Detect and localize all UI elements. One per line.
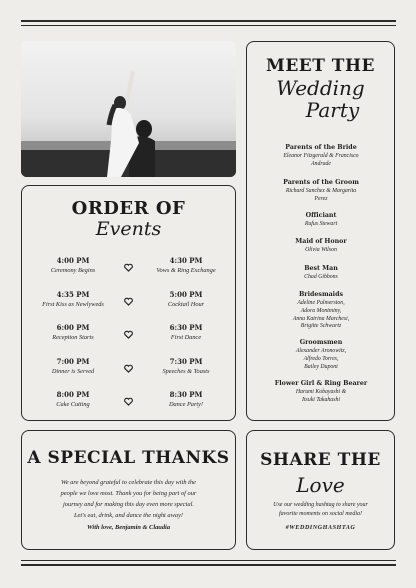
party-role: Parents of the Bride (285, 144, 357, 151)
party-name-line: Perez (314, 195, 328, 202)
order-title-script: Events (95, 218, 162, 240)
party-names (247, 274, 395, 282)
party-group (247, 265, 395, 282)
special-thanks-card (21, 430, 236, 550)
event-name: Reception Starts (52, 334, 94, 341)
party-group (247, 212, 395, 229)
event-right (141, 323, 231, 341)
party-role: Best Man (304, 265, 338, 272)
event-right (141, 357, 231, 375)
event-time: 6:00 PM (56, 323, 90, 332)
party-title-script-1: Wedding (276, 76, 365, 100)
party-role: Flower Girl & Ring Bearer (274, 380, 368, 387)
party-role: Bridesmaids (298, 291, 344, 298)
event-time: 4:35 PM (56, 289, 90, 299)
heart-icon (124, 259, 133, 268)
thanks-message (28, 477, 229, 521)
party-names (247, 153, 395, 169)
party-name-line: Alexander Aronowitz, (295, 348, 347, 354)
event-right (141, 256, 231, 274)
party-role: Maid of Honor (295, 238, 347, 245)
couple-photo (21, 41, 236, 177)
thanks-title: A SPECIAL THANKS (27, 448, 230, 468)
order-title: ORDER OF (71, 198, 186, 219)
couple-silhouette (21, 41, 236, 177)
share-line: favorite moments on social media! (279, 510, 362, 517)
top-rule-thin (21, 25, 396, 26)
heart-icon (124, 326, 133, 335)
top-rule-thick (21, 20, 396, 22)
party-group (247, 144, 395, 169)
event-left (28, 290, 118, 308)
event-name: Cocktail Hour (167, 300, 205, 308)
party-names (247, 300, 395, 331)
share-title: SHARE THE (260, 450, 381, 470)
party-name-line: Anna Katrina Marchesi, (292, 315, 350, 322)
event-name: Dance Party! (168, 401, 204, 408)
party-group (247, 380, 395, 405)
bottom-rule-thick (21, 564, 396, 566)
heart-icon (124, 393, 133, 402)
bottom-rule-thin (21, 560, 396, 561)
event-time: 7:30 PM (169, 356, 203, 366)
thanks-signoff: With love, Benjamin & Claudia (86, 524, 171, 531)
event-time: 8:00 PM (56, 390, 90, 399)
party-names (247, 348, 395, 371)
party-group (247, 238, 395, 255)
hashtag: #WEDDINGHASHTAG (285, 524, 356, 531)
party-title-script-2: Party (305, 98, 360, 122)
event-left (28, 256, 118, 274)
party-name-line: Rufus Stewart (304, 221, 338, 227)
event-right (141, 290, 231, 308)
event-time: 5:00 PM (169, 289, 203, 299)
share-the-love-card (246, 430, 395, 550)
party-names (247, 389, 395, 405)
thanks-line: Let's eat, drink, and dance the night away! (73, 512, 184, 519)
party-group (247, 339, 395, 371)
event-left (28, 323, 118, 341)
event-time: 8:30 PM (169, 390, 203, 399)
party-title: MEET THE (266, 56, 375, 76)
order-of-events-card (21, 185, 236, 421)
event-time: 4:30 PM (169, 256, 203, 265)
event-name: First Dance (170, 334, 202, 341)
party-role: Parents of the Groom (283, 179, 359, 186)
party-name-line: Alfredo Torres, (303, 355, 339, 362)
party-group (247, 179, 395, 204)
event-name: First Kiss as Newlyweds (42, 300, 104, 308)
event-left (28, 357, 118, 375)
thanks-line: journey and for making this day even more special. (63, 501, 194, 508)
party-name-line: Itsuki Takahashi (302, 396, 340, 403)
party-name-line: Eleanor Fitzgerald & Francisco (283, 153, 359, 159)
party-role: Groomsmen (299, 339, 343, 346)
party-name-line: Bailey Dupont (304, 363, 338, 370)
heart-icon (124, 360, 133, 369)
event-time: 4:00 PM (56, 256, 90, 265)
party-name-line: Adeline Palmerston, (297, 300, 345, 306)
party-group (247, 291, 395, 331)
party-name-line: Chad Gibbons (304, 274, 338, 280)
event-left (28, 390, 118, 408)
thanks-line: We are beyond grateful to celebrate this day with the (61, 479, 196, 486)
event-name: Dinner is Served (51, 367, 95, 375)
party-name-line: Adora Montminy, (300, 307, 342, 314)
party-names (247, 221, 395, 229)
party-name-line: Olivia Wilson (305, 247, 337, 253)
party-name-line: Richard Sanchez & Margarita (285, 188, 357, 194)
event-name: Vows & Ring Exchange (156, 267, 216, 274)
thanks-line: people we love most. Thank you for being part of our (60, 490, 197, 497)
share-line: Use our wedding hashtag to share your (273, 502, 368, 508)
party-role: Officiant (305, 212, 337, 219)
event-name: Ceremony Begins (50, 267, 96, 274)
event-name: Cake Cutting (56, 401, 90, 408)
party-names (247, 247, 395, 255)
event-time: 7:00 PM (56, 356, 90, 366)
event-right (141, 390, 231, 408)
party-names (247, 188, 395, 204)
heart-icon (124, 293, 133, 302)
party-name-line: Brigitte Schwartz (300, 323, 342, 330)
party-name-line: Harumi Kobayashi & (295, 389, 347, 395)
event-name: Speeches & Toasts (162, 367, 210, 375)
event-time: 6:30 PM (169, 323, 203, 332)
wedding-party-card (246, 41, 395, 421)
share-message (247, 501, 394, 518)
party-name-line: Andrade (311, 160, 331, 167)
share-title-script: Love (296, 473, 345, 497)
